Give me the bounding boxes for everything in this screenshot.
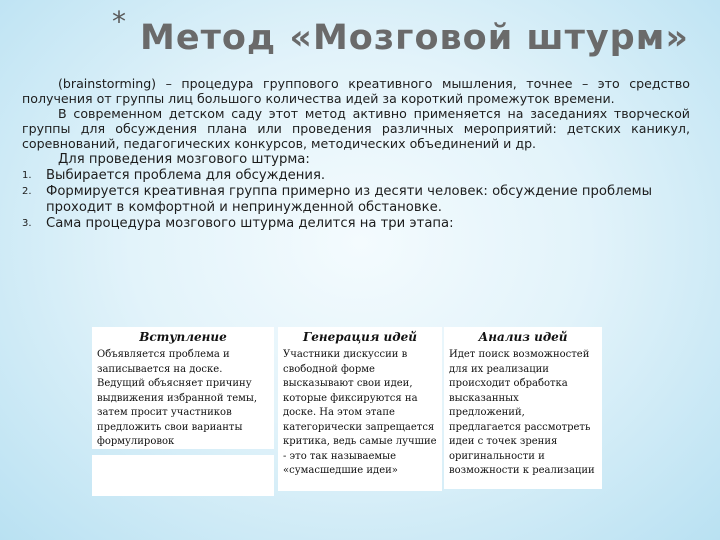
main-content bbox=[22, 76, 690, 232]
cell-text: Участники дискуссии в свободной форме высказывают свои идеи, которые фиксируются на доске. На этом этапе категорически запрещается критика, ведь самые лучшие - это так называемые «сумасшедшие идеи» bbox=[283, 349, 437, 476]
list-text: Формируется креативная группа примерно из десяти человек: обсуждение проблемы проходит в комфортной и непринужденной обстановке. bbox=[46, 184, 653, 215]
table-cell bbox=[278, 327, 442, 491]
intro-paragraph: Для проведения мозгового штурма: bbox=[58, 152, 310, 167]
stage-column-intro bbox=[92, 327, 274, 496]
stage-column-analysis bbox=[444, 327, 602, 489]
list-number: 1. bbox=[22, 170, 32, 181]
steps-list bbox=[22, 168, 690, 232]
list-item bbox=[22, 216, 690, 232]
page-title: Метод «Мозговой штурм» bbox=[140, 18, 689, 58]
application-paragraph: В современном детском саду этот метод активно применяется на заседаниях творческой группы для обсуждения плана или проведения различных мероприятий: детских каникул, соревнований, педагогических конкурсов, методических объединений и др. bbox=[22, 106, 690, 151]
column-header: Анализ идей bbox=[478, 330, 568, 344]
list-number: 3. bbox=[22, 218, 32, 229]
empty-cell bbox=[92, 455, 274, 496]
star-bullet: * bbox=[112, 5, 126, 38]
list-item bbox=[22, 184, 690, 216]
list-item bbox=[22, 168, 690, 184]
list-text: Выбирается проблема для обсуждения. bbox=[46, 168, 326, 183]
definition-paragraph: (brainstorming) – процедура группового креативного мышления, точнее – это средство получения от группы лиц большого количества идей за короткий промежуток времени. bbox=[22, 76, 690, 106]
list-text: Сама процедура мозгового штурма делится на три этапа: bbox=[46, 216, 454, 231]
column-header: Генерация идей bbox=[303, 330, 417, 344]
cell-text: Идет поиск возможностей для их реализации происходит обработка высказанных предложений, предлагается рассмотреть идеи с точек зрения оригинальности и возможности к реализации bbox=[449, 349, 595, 476]
stage-column-generation bbox=[278, 327, 442, 491]
stages-table bbox=[92, 327, 602, 492]
column-header: Вступление bbox=[139, 330, 227, 344]
cell-text: Объявляется проблема и записывается на доске. Ведущий объясняет причину выдвижения избранной темы, затем просит участников предложить свои варианты формулировок bbox=[97, 349, 258, 447]
table-cell bbox=[444, 327, 602, 489]
list-number: 2. bbox=[22, 186, 32, 197]
table-cell bbox=[92, 327, 274, 449]
